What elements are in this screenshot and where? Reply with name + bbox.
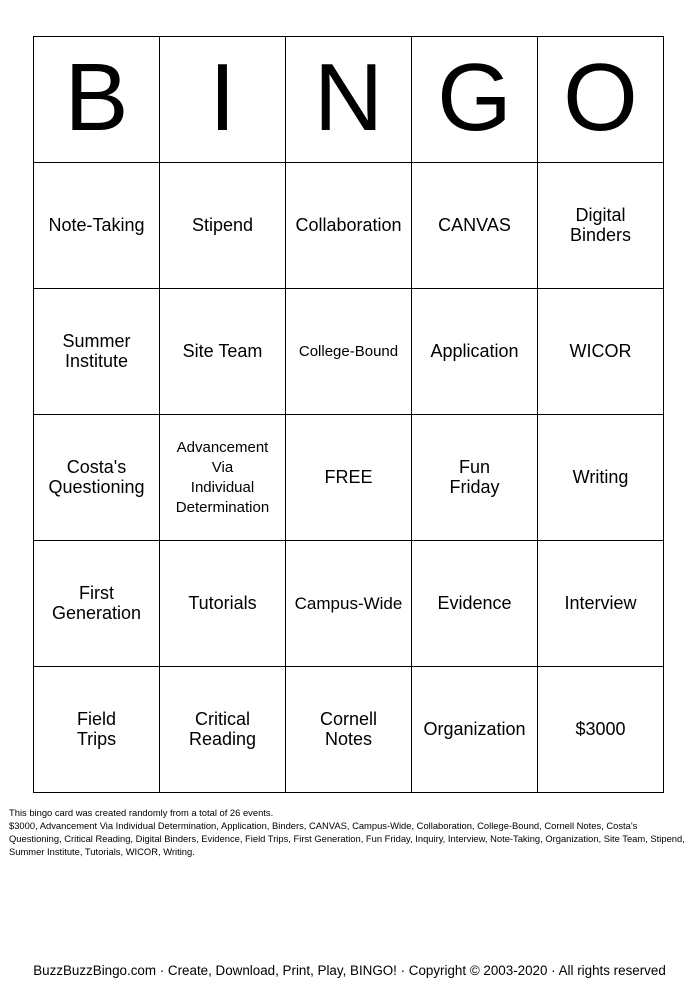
bingo-cell xyxy=(412,415,538,541)
cell-text: Site Team xyxy=(182,341,263,361)
cell-text: College-Bound xyxy=(298,342,399,360)
bingo-cell xyxy=(160,289,286,415)
bingo-cell xyxy=(286,667,412,793)
bingo-row-3 xyxy=(34,415,664,541)
bingo-cell xyxy=(34,163,160,289)
cell-text: FREE xyxy=(324,467,373,487)
cell-text: Evidence xyxy=(437,593,512,613)
cell-text: First Generation xyxy=(51,583,142,623)
bingo-cell xyxy=(538,415,664,541)
bingo-cell xyxy=(538,163,664,289)
bingo-cell xyxy=(34,415,160,541)
header-letter-i xyxy=(160,37,286,163)
bingo-cell xyxy=(160,541,286,667)
cell-text: Writing xyxy=(572,467,629,487)
header-letter: G xyxy=(437,43,512,151)
bingo-row-2 xyxy=(34,289,664,415)
cell-text: Campus-Wide xyxy=(294,593,403,613)
bingo-cell xyxy=(412,289,538,415)
bingo-cell xyxy=(286,163,412,289)
bingo-cell xyxy=(538,541,664,667)
header-letter: O xyxy=(563,43,638,151)
cell-text: Organization xyxy=(423,719,526,739)
cell-text: Note-Taking xyxy=(48,215,145,235)
bingo-cell xyxy=(160,667,286,793)
header-letter-o xyxy=(538,37,664,163)
header-letter-b xyxy=(34,37,160,163)
card-info xyxy=(9,806,689,858)
event-list: $3000, Advancement Via Individual Determination, Application, Binders, CANVAS, Campus-Wide, Collaboration, College-Bound, Cornell Notes, Costa's Questioning, Critical Reading, Digital Binders, Evidence, Field Trips, First Generation, Fun Friday, Inquiry, Interview, Note-Taking, Organization, Site Team, Stipend, Summer Institute, Tutorials, WICOR, Writing. xyxy=(9,820,685,857)
cell-text: WICOR xyxy=(569,341,632,361)
cell-text: Interview xyxy=(564,593,637,613)
bingo-cell xyxy=(538,289,664,415)
bingo-cell xyxy=(34,667,160,793)
bingo-cell xyxy=(34,289,160,415)
bingo-cell xyxy=(412,541,538,667)
bingo-cell xyxy=(286,289,412,415)
bingo-row-4 xyxy=(34,541,664,667)
bingo-row-5 xyxy=(34,667,664,793)
cell-text: Critical Reading xyxy=(188,709,257,749)
cell-text: $3000 xyxy=(575,719,626,739)
footer-text: BuzzBuzzBingo.com · Create, Download, Print, Play, BINGO! · Copyright © 2003-2020 · All rights reserved xyxy=(33,963,666,978)
cell-text: Tutorials xyxy=(188,593,257,613)
cell-text: Cornell Notes xyxy=(319,709,378,749)
bingo-cell xyxy=(286,541,412,667)
bingo-cell xyxy=(412,667,538,793)
header-letter-n xyxy=(286,37,412,163)
cell-text: Advancement Via Individual Determination xyxy=(175,438,270,516)
bingo-header-row xyxy=(34,37,664,163)
cell-text: Fun Friday xyxy=(449,457,500,497)
bingo-row-1 xyxy=(34,163,664,289)
cell-text: Collaboration xyxy=(295,215,402,235)
bingo-cell xyxy=(34,541,160,667)
cell-text: Field Trips xyxy=(76,709,117,749)
cell-text: Stipend xyxy=(191,215,254,235)
cell-text: Summer Institute xyxy=(62,331,131,371)
header-letter: N xyxy=(313,43,384,151)
bingo-cell xyxy=(412,163,538,289)
cell-text: Application xyxy=(430,341,519,361)
bingo-cell-free xyxy=(286,415,412,541)
bingo-cell xyxy=(538,667,664,793)
cell-text: CANVAS xyxy=(438,215,511,235)
header-letter: I xyxy=(209,43,236,151)
header-letter-g xyxy=(412,37,538,163)
cell-text: Digital Binders xyxy=(569,205,632,245)
created-note: This bingo card was created randomly from a total of 26 events. xyxy=(9,807,274,818)
header-letter: B xyxy=(64,43,129,151)
bingo-cell xyxy=(160,163,286,289)
bingo-card xyxy=(33,36,664,793)
cell-text: Costa's Questioning xyxy=(48,457,145,497)
bingo-cell xyxy=(160,415,286,541)
